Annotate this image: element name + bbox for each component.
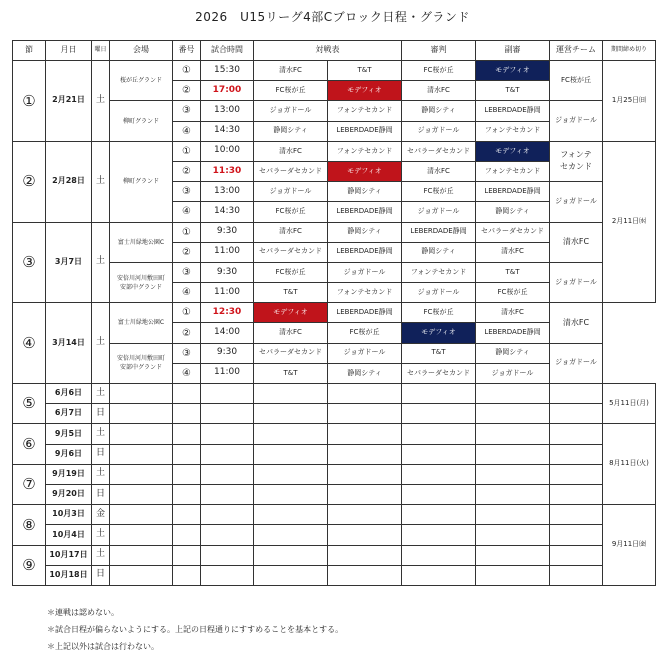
header-matchup: 対戦表 xyxy=(254,41,402,61)
assistant-team: フォンテセカンド xyxy=(476,161,550,181)
deadline-cell: 9月11日㈮ xyxy=(603,505,656,586)
future-row xyxy=(13,484,656,504)
round-number: ⑨ xyxy=(13,545,46,585)
round-date: 9月20日 xyxy=(46,484,92,504)
referee-team: ジョガドール xyxy=(402,202,476,222)
header-assistant: 副審 xyxy=(476,41,550,61)
match-row xyxy=(13,343,656,363)
match-time: 9:30 xyxy=(201,222,254,242)
round-dow: 土 xyxy=(92,384,110,404)
future-row xyxy=(13,384,656,404)
assistant-team: T&T xyxy=(476,262,550,282)
round-number: ④ xyxy=(13,303,46,384)
venue-cell: 富士川緑地公園C xyxy=(110,222,173,262)
round-dow: 日 xyxy=(92,565,110,585)
match-time: 10:00 xyxy=(201,141,254,161)
away-team: 静岡シティ xyxy=(328,222,402,242)
assistant-team: 清水FC xyxy=(476,303,550,323)
match-time: 15:30 xyxy=(201,61,254,81)
match-time: 13:00 xyxy=(201,101,254,121)
referee-team: FC桜が丘 xyxy=(402,61,476,81)
match-time: 14:30 xyxy=(201,202,254,222)
schedule-table xyxy=(12,40,656,586)
home-team: セパラーダセカンド xyxy=(254,242,328,262)
match-time: 17:00 xyxy=(201,81,254,101)
referee-team: LEBERDADE静岡 xyxy=(402,222,476,242)
round-number: ② xyxy=(13,141,46,222)
round-date: 10月17日 xyxy=(46,545,92,565)
match-num: ② xyxy=(173,242,201,262)
venue-cell: 柳町グランド xyxy=(110,141,173,222)
round-date: 2月21日 xyxy=(46,61,92,142)
round-date: 6月6日 xyxy=(46,384,92,404)
referee-team: ジョガドール xyxy=(402,121,476,141)
round-date: 3月7日 xyxy=(46,222,92,303)
round-number: ③ xyxy=(13,222,46,303)
referee-team: モデフィオ xyxy=(402,323,476,343)
future-row xyxy=(13,565,656,585)
referee-team: 清水FC xyxy=(402,161,476,181)
round-dow: 土 xyxy=(92,222,110,303)
venue-cell: 安倍川河川敷田町 安部中グランド xyxy=(110,343,173,383)
away-team: フォンテセカンド xyxy=(328,283,402,303)
home-team: セパラーダセカンド xyxy=(254,343,328,363)
operation-team: FC桜が丘 xyxy=(550,61,603,101)
round-date: 9月19日 xyxy=(46,464,92,484)
deadline-cell: 8月11日(火) xyxy=(603,424,656,505)
note-line: ＊上記以外は試合は行わない。 xyxy=(47,642,159,651)
round-date: 9月5日 xyxy=(46,424,92,444)
match-row xyxy=(13,262,656,282)
match-time: 11:30 xyxy=(201,161,254,181)
future-row xyxy=(13,525,656,545)
match-time: 9:30 xyxy=(201,262,254,282)
header-venue: 会場 xyxy=(110,41,173,61)
round-dow: 日 xyxy=(92,484,110,504)
future-row xyxy=(13,505,656,525)
venue-cell: 桜が丘グランド xyxy=(110,61,173,101)
referee-team: セパラーダセカンド xyxy=(402,363,476,383)
header-row xyxy=(13,41,656,61)
operation-team: ジョガドール xyxy=(550,182,603,222)
home-team: 清水FC xyxy=(254,61,328,81)
deadline-cell: 5月11日(月) xyxy=(603,384,656,424)
home-team: 清水FC xyxy=(254,323,328,343)
header-date: 月日 xyxy=(46,41,92,61)
home-team: ジョガドール xyxy=(254,101,328,121)
operation-team: 清水FC xyxy=(550,222,603,262)
home-team: T&T xyxy=(254,283,328,303)
match-num: ④ xyxy=(173,202,201,222)
away-team: 静岡シティ xyxy=(328,363,402,383)
header-referee: 審判 xyxy=(402,41,476,61)
match-num: ③ xyxy=(173,101,201,121)
round-date: 10月18日 xyxy=(46,565,92,585)
assistant-team: LEBERDADE静岡 xyxy=(476,101,550,121)
round-date: 2月28日 xyxy=(46,141,92,222)
deadline-cell: 2月11日㈬ xyxy=(603,141,656,303)
match-time: 11:00 xyxy=(201,283,254,303)
match-num: ② xyxy=(173,81,201,101)
round-dow: 土 xyxy=(92,525,110,545)
round-dow: 土 xyxy=(92,545,110,565)
operation-team: ジョガドール xyxy=(550,343,603,383)
referee-team: セパラーダセカンド xyxy=(402,141,476,161)
home-team: 静岡シティ xyxy=(254,121,328,141)
away-team: モデフィオ xyxy=(328,161,402,181)
home-team: FC桜が丘 xyxy=(254,262,328,282)
away-team: LEBERDADE静岡 xyxy=(328,202,402,222)
page-title: 2026 U15リーグ4部Cブロック日程・グランド xyxy=(195,10,470,24)
round-number: ⑥ xyxy=(13,424,46,464)
header-setsu: 節 xyxy=(13,41,46,61)
home-team: FC桜が丘 xyxy=(254,202,328,222)
operation-team: 清水FC xyxy=(550,303,603,343)
match-row xyxy=(13,101,656,121)
match-row xyxy=(13,61,656,81)
referee-team: 清水FC xyxy=(402,81,476,101)
away-team: フォンテセカンド xyxy=(328,101,402,121)
away-team: フォンテセカンド xyxy=(328,141,402,161)
match-row xyxy=(13,222,656,242)
match-row xyxy=(13,141,656,161)
deadline-cell: 1月25日㈰ xyxy=(603,61,656,142)
home-team: 清水FC xyxy=(254,222,328,242)
match-num: ④ xyxy=(173,363,201,383)
match-time: 11:00 xyxy=(201,242,254,262)
round-dow: 土 xyxy=(92,141,110,222)
note-line: ＊連戦は認めない。 xyxy=(47,608,119,617)
round-dow: 金 xyxy=(92,505,110,525)
round-number: ⑧ xyxy=(13,505,46,545)
future-row xyxy=(13,545,656,565)
assistant-team: ジョガドール xyxy=(476,363,550,383)
note-line: ＊試合日程が偏らないようにする。上記の日程通りにすすめることを基本とする。 xyxy=(47,625,344,634)
round-dow: 土 xyxy=(92,61,110,142)
match-row xyxy=(13,303,656,323)
round-date: 3月14日 xyxy=(46,303,92,384)
venue-cell: 富士川緑地公園C xyxy=(110,303,173,343)
away-team: モデフィオ xyxy=(328,81,402,101)
operation-team: ジョガドール xyxy=(550,262,603,302)
future-row xyxy=(13,404,656,424)
assistant-team: 静岡シティ xyxy=(476,202,550,222)
match-time: 12:30 xyxy=(201,303,254,323)
round-date: 9月6日 xyxy=(46,444,92,464)
referee-team: T&T xyxy=(402,343,476,363)
round-date: 10月3日 xyxy=(46,505,92,525)
home-team: ジョガドール xyxy=(254,182,328,202)
assistant-team: 静岡シティ xyxy=(476,343,550,363)
assistant-team: 清水FC xyxy=(476,242,550,262)
future-row xyxy=(13,444,656,464)
round-dow: 日 xyxy=(92,444,110,464)
round-dow: 土 xyxy=(92,464,110,484)
match-num: ① xyxy=(173,141,201,161)
match-time: 13:00 xyxy=(201,182,254,202)
venue-cell: 柳町グランド xyxy=(110,101,173,141)
match-num: ③ xyxy=(173,343,201,363)
operation-team: ジョガドール xyxy=(550,101,603,141)
referee-team: フォンテセカンド xyxy=(402,262,476,282)
operation-team: フォンテ セカンド xyxy=(550,141,603,181)
match-num: ② xyxy=(173,323,201,343)
round-dow: 土 xyxy=(92,303,110,384)
round-number: ⑦ xyxy=(13,464,46,504)
assistant-team: LEBERDADE静岡 xyxy=(476,323,550,343)
assistant-team: LEBERDADE静岡 xyxy=(476,182,550,202)
away-team: LEBERDADE静岡 xyxy=(328,242,402,262)
match-num: ② xyxy=(173,161,201,181)
match-num: ④ xyxy=(173,283,201,303)
assistant-team: T&T xyxy=(476,81,550,101)
referee-team: FC桜が丘 xyxy=(402,182,476,202)
match-num: ① xyxy=(173,222,201,242)
round-number: ⑤ xyxy=(13,384,46,424)
home-team: FC桜が丘 xyxy=(254,81,328,101)
home-team: T&T xyxy=(254,363,328,383)
header-num: 番号 xyxy=(173,41,201,61)
future-row xyxy=(13,424,656,444)
away-team: 静岡シティ xyxy=(328,182,402,202)
venue-cell: 安倍川河川敷田町 安部中グランド xyxy=(110,262,173,302)
header-time: 試合時間 xyxy=(201,41,254,61)
referee-team: 静岡シティ xyxy=(402,242,476,262)
match-time: 9:30 xyxy=(201,343,254,363)
assistant-team: フォンテセカンド xyxy=(476,121,550,141)
away-team: ジョガドール xyxy=(328,343,402,363)
assistant-team: モデフィオ xyxy=(476,61,550,81)
away-team: ジョガドール xyxy=(328,262,402,282)
assistant-team: モデフィオ xyxy=(476,141,550,161)
round-date: 10月4日 xyxy=(46,525,92,545)
away-team: FC桜が丘 xyxy=(328,323,402,343)
match-num: ③ xyxy=(173,262,201,282)
away-team: T&T xyxy=(328,61,402,81)
match-num: ① xyxy=(173,61,201,81)
match-num: ① xyxy=(173,303,201,323)
assistant-team: FC桜が丘 xyxy=(476,283,550,303)
header-dow: 曜日 xyxy=(92,41,110,61)
assistant-team: セパラーダセカンド xyxy=(476,222,550,242)
header-operation: 運営チーム xyxy=(550,41,603,61)
round-dow: 日 xyxy=(92,404,110,424)
match-num: ③ xyxy=(173,182,201,202)
round-date: 6月7日 xyxy=(46,404,92,424)
match-num: ④ xyxy=(173,121,201,141)
home-team: 清水FC xyxy=(254,141,328,161)
round-number: ① xyxy=(13,61,46,142)
round-dow: 土 xyxy=(92,424,110,444)
referee-team: FC桜が丘 xyxy=(402,303,476,323)
future-row xyxy=(13,464,656,484)
home-team: モデフィオ xyxy=(254,303,328,323)
referee-team: 静岡シティ xyxy=(402,101,476,121)
header-deadline: 期間締め切り xyxy=(603,41,656,61)
home-team: セパラーダセカンド xyxy=(254,161,328,181)
match-time: 14:30 xyxy=(201,121,254,141)
match-time: 14:00 xyxy=(201,323,254,343)
referee-team: ジョガドール xyxy=(402,283,476,303)
notes xyxy=(47,604,343,655)
away-team: LEBERDADE静岡 xyxy=(328,121,402,141)
match-time: 11:00 xyxy=(201,363,254,383)
away-team: LEBERDADE静岡 xyxy=(328,303,402,323)
